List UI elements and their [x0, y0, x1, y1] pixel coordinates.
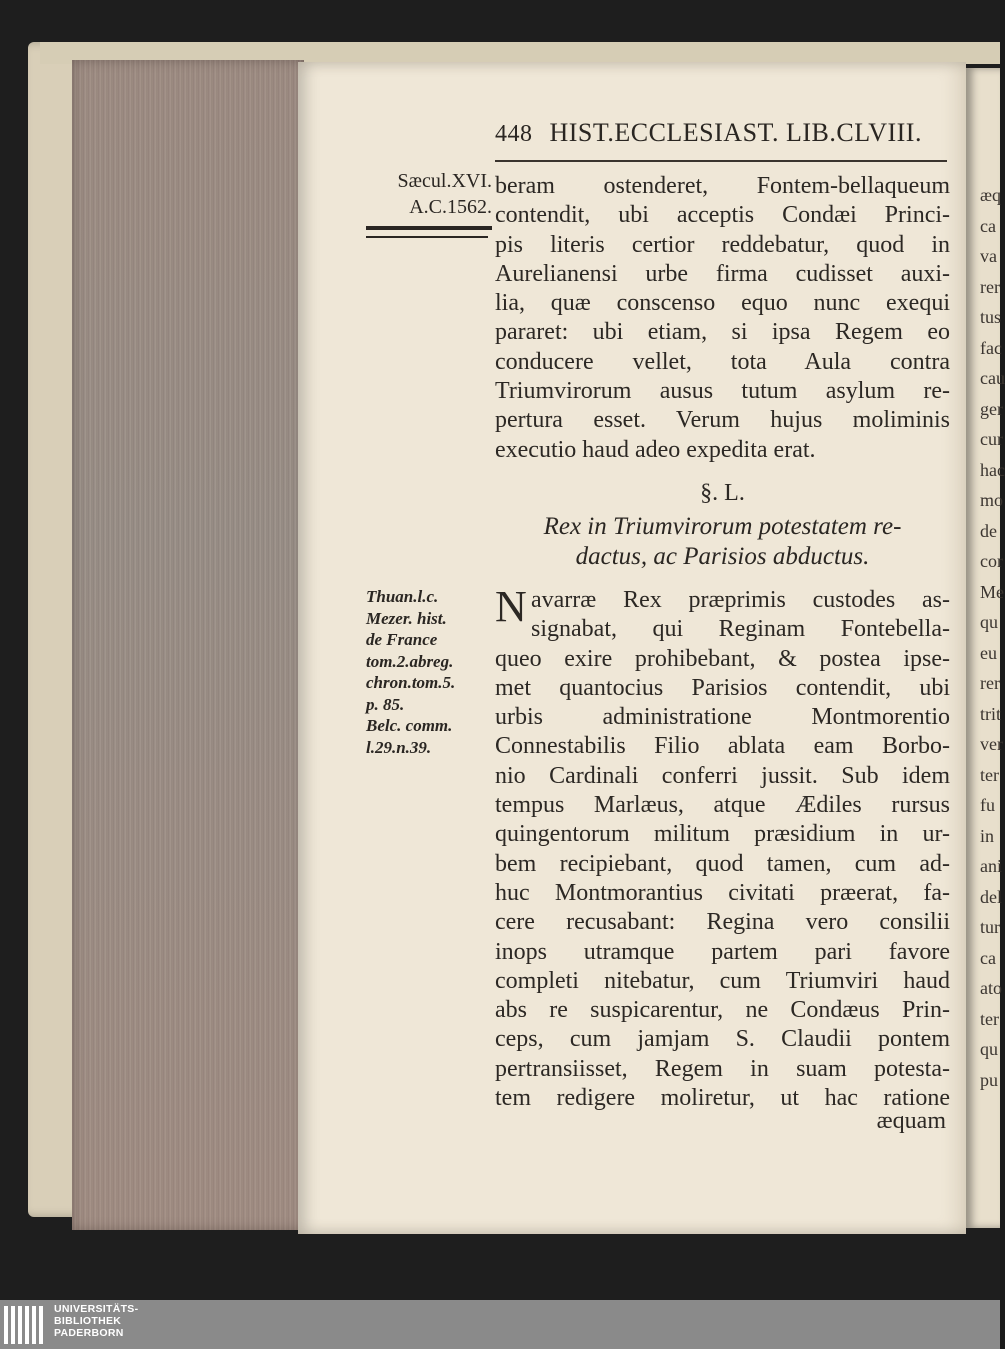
margin-rule-thick [366, 226, 492, 230]
library-name-line: BIBLIOTHEK [54, 1315, 122, 1327]
section-title-line: dactus, ac Parisios abductus. [575, 543, 870, 570]
next-page-fragment: fu [980, 795, 995, 815]
next-page-fragment: cur [980, 429, 1003, 449]
next-page-fragment: ani [980, 856, 1002, 876]
margin-citation-line: tom.2.abreg. [366, 651, 454, 671]
text-line: lia, quæ conscenso equo nunc exequi [495, 290, 950, 317]
running-header [495, 118, 950, 154]
margin-rule-thin [366, 236, 488, 238]
text-line: beram ostenderet, Fontem-bellaqueum [495, 173, 950, 199]
margin-citation-line: l.29.n.39. [366, 737, 432, 757]
text-line: nio Cardinali conferri jussit. Sub idem [495, 762, 950, 789]
next-page-fragment: ca [980, 947, 996, 968]
running-title: HIST.ECCLESIAST. LIB.CLVIII. [549, 118, 922, 147]
next-page-fragment: ver [980, 734, 1003, 754]
next-page-fragment: del [980, 886, 1002, 907]
catchword: æquam [876, 1108, 946, 1134]
text-line: cere recusabant: Regina vero consilii [495, 909, 950, 936]
margin-citation-line: chron.tom.5. [366, 673, 456, 692]
margin-citation-line: Mezer. hist. [366, 608, 447, 628]
next-page-fragment: tur [980, 917, 1000, 937]
text-line: queo exire prohibebant, & postea ipse- [495, 645, 950, 672]
text-line: met quantocius Parisios contendit, ubi [495, 674, 950, 701]
next-page-fragment: æq [980, 185, 1002, 205]
text-line: huc Montmorantius civitati præerat, fa- [495, 879, 950, 906]
margin-century: Sæcul.XVI. [397, 170, 492, 192]
next-page-fragment: rer [980, 673, 1000, 693]
page-number: 448 [495, 121, 533, 147]
next-page-fragment: de [980, 520, 997, 541]
next-page-fragment: in [980, 825, 995, 846]
next-page-fragment: trit [980, 703, 1001, 724]
margin-citation-line: p. 85. [366, 694, 405, 714]
header-rule [495, 160, 947, 162]
section-title [495, 512, 950, 572]
margin-citation-line: de France [366, 630, 438, 649]
text-line: conducere vellet, tota Aula contra [495, 348, 950, 375]
next-page-fragment: pu [980, 1069, 998, 1090]
text-line: quingentorum militum præsidium in ur- [495, 821, 950, 848]
margin-citations [366, 586, 492, 758]
text-line: completi nitebatur, cum Triumviri haud [495, 967, 950, 994]
next-page-fragment: qu [980, 1039, 998, 1059]
text-line: Aurelianensi urbe firma cudisset auxi- [495, 260, 950, 287]
next-page-fragment: qu [980, 612, 998, 632]
text-block-top [495, 172, 950, 465]
margin-year: A.C.1562. [409, 196, 492, 218]
text-line: Triumvirorum ausus tutum asylum re- [495, 378, 950, 405]
next-page-fragment: ter [980, 764, 999, 785]
text-line: pis literis certior reddebatur, quod in [495, 231, 950, 258]
text-block-main [495, 582, 950, 1113]
text-line: pertura esset. Verum hujus moliminis [495, 407, 950, 434]
section-title-line: Rex in Triumvirorum potestatem re- [543, 513, 902, 540]
text-line: avarræ Rex præprimis custodes as- [531, 587, 950, 613]
text-line: pararet: ubi etiam, si ipsa Regem eo [495, 319, 950, 346]
text-line: abs re suspicarentur, ne Condæus Prin- [495, 997, 950, 1024]
next-page-fragment: ca [980, 215, 996, 236]
next-page-fragment: ter [980, 1008, 999, 1029]
next-page-fragment: rer [980, 276, 1000, 297]
margin-citation-line: Belc. comm. [366, 716, 453, 735]
text-line: tempus Marlæus, atque Ædiles rursus [495, 792, 950, 819]
library-footer [0, 1300, 1000, 1349]
next-page-fragment: cor [980, 551, 1003, 571]
text-line: executio haud adeo expedita erat. [495, 436, 816, 463]
next-page-fragment: va [980, 246, 997, 266]
margin-citation-line: Thuan.l.c. [366, 587, 439, 606]
text-line: ceps, cum jamjam S. Claudii pontem [495, 1026, 950, 1053]
library-name-line: PADERBORN [54, 1327, 124, 1339]
text-line: urbis administratione Montmorentio [495, 704, 950, 731]
next-page-edge [966, 68, 1005, 1228]
section-mark: §. L. [700, 480, 745, 506]
next-page-fragment: ato [980, 978, 1002, 998]
next-page-fragment: ger [980, 398, 1003, 419]
text-line: contendit, ubi acceptis Condæi Princi- [495, 202, 950, 229]
text-line: bem recipiebant, quod tamen, cum ad- [495, 850, 950, 877]
text-line: tem redigere moliretur, ut hac ratione [495, 1085, 950, 1112]
next-page-fragment: hac [980, 459, 1005, 480]
text-line: signabat, qui Reginam Fontebella- [531, 616, 950, 643]
library-logo-icon [4, 1306, 46, 1344]
next-page-fragment: fac [980, 337, 1002, 358]
next-page-fragment: mo [980, 490, 1004, 510]
next-page-fragment: eu [980, 642, 997, 663]
text-line: Connestabilis Filio ablata eam Borbo- [495, 733, 950, 760]
library-name [54, 1303, 138, 1339]
margin-date [366, 168, 492, 220]
drop-cap: N [495, 582, 527, 631]
page-fore-edge [72, 60, 304, 1230]
next-page-fragment: Me [980, 581, 1004, 602]
next-page-fragment: tus [980, 307, 1002, 327]
text-line: pertransiisset, Regem in suam potesta- [495, 1055, 950, 1082]
next-page-fragment: cau [980, 368, 1005, 388]
text-line: inops utramque partem pari favore [495, 938, 950, 965]
library-name-line: UNIVERSITÄTS- [54, 1303, 139, 1315]
